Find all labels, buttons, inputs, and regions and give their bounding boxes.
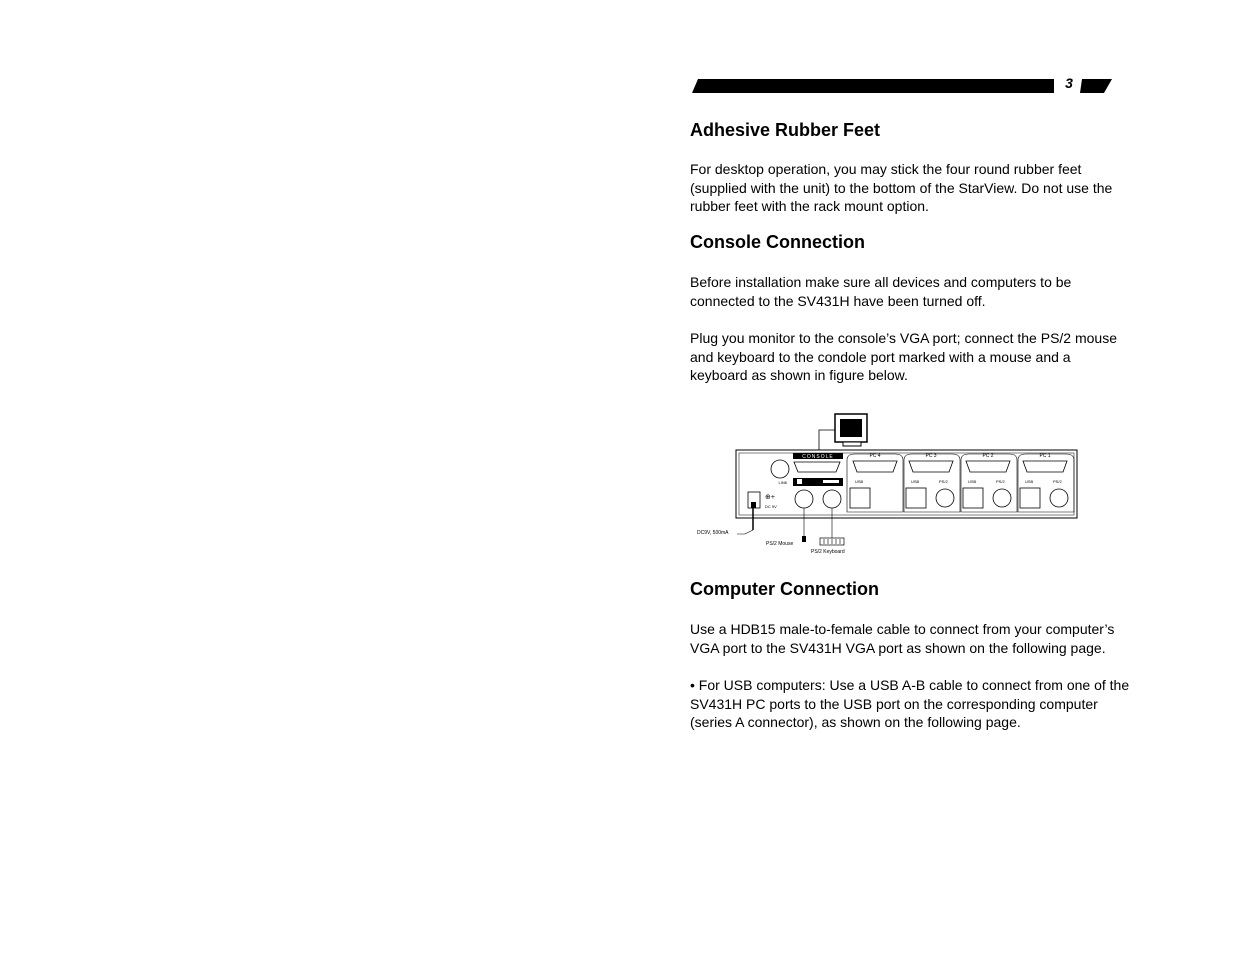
paragraph-computer-usb: • For USB computers: Use a USB A-B cable to connect from one of the SV431H PC ports to the USB port on the corresponding computer (series A connector), as shown on the following page. — [690, 677, 1130, 731]
power-icon: ⊕+ — [765, 494, 775, 501]
console-label: CONSOLE — [802, 454, 834, 460]
paragraph-console-intro: Before installation make sure all devices and computers to be connected to the SV431H have been turned off. — [690, 274, 1072, 309]
usb-label: USB — [968, 479, 977, 484]
paragraph-rubber-feet: For desktop operation, you may stick the four round rubber feet (supplied with the unit) to the bottom of the StarView. Do not use the rubber feet with the rack mount option. — [690, 161, 1113, 215]
power-callout: DC9V, 500mA — [697, 530, 729, 536]
mouse-callout: PS/2 Mouse — [766, 541, 794, 547]
heading-computer-connection: Computer Connection — [690, 579, 879, 599]
power-label: DC 9V — [765, 504, 777, 509]
usb-label: USB — [855, 479, 864, 484]
usb-label: USB — [911, 479, 920, 484]
heading-console-connection: Console Connection — [690, 232, 865, 252]
page-header-bar — [692, 79, 1112, 93]
ps2-label: PS/2 — [1053, 479, 1062, 484]
heading-adhesive-rubber-feet: Adhesive Rubber Feet — [690, 120, 881, 140]
link-label: LINK — [778, 480, 788, 485]
page-number: 3 — [1065, 75, 1073, 91]
paragraph-console-plug: Plug you monitor to the console’s VGA port; connect the PS/2 mouse and keyboard to the condole port marked with a mouse and a keyboard as shown in figure below. — [690, 330, 1117, 384]
pc-label: PC 2 — [982, 453, 994, 459]
ps2-label: PS/2 — [996, 479, 1005, 484]
back-panel-figure — [695, 412, 1085, 562]
pc-label: PC 1 — [1039, 453, 1051, 459]
pc-label: PC 3 — [925, 453, 937, 459]
pc-label: PC 4 — [869, 453, 881, 459]
paragraph-computer-vga: Use a HDB15 male-to-female cable to connect from your computer’s VGA port to the SV431H VGA port as shown on the following page. — [690, 621, 1115, 656]
keyboard-callout: PS/2 Keyboard — [811, 549, 845, 555]
usb-label: USB — [1025, 479, 1034, 484]
monitor-icon — [835, 414, 867, 446]
ps2-label: PS/2 — [939, 479, 948, 484]
